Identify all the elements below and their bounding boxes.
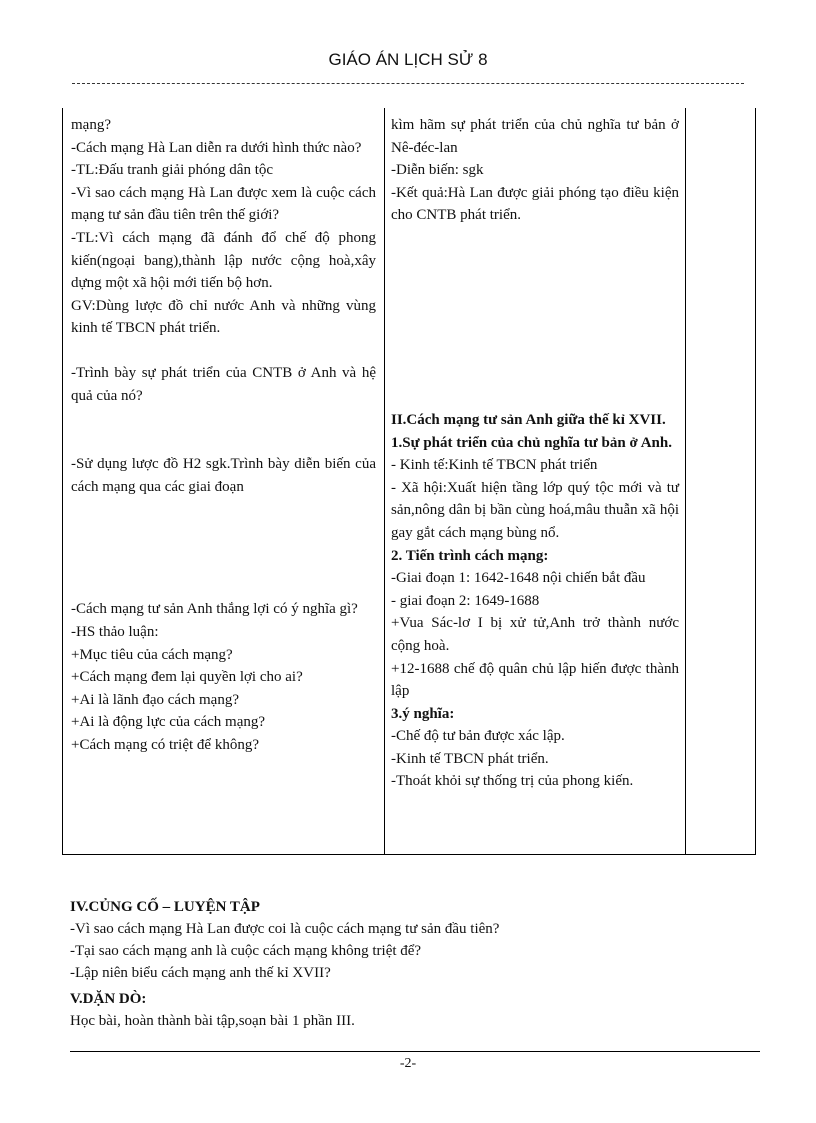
- left-line: +Ai là lãnh đạo cách mạng?: [71, 691, 239, 708]
- table-divider-1: [384, 108, 385, 854]
- page-number: -2-: [399, 1056, 417, 1071]
- left-line: -Trình bày sự phát triển của CNTB ở Anh và hệ quả của nó?: [71, 364, 376, 404]
- right-line: -Diễn biến: sgk: [391, 162, 484, 179]
- right-line: -Chế độ tư bản được xác lập.: [391, 728, 565, 745]
- header-dashed-divider: [72, 83, 744, 84]
- right-line: +Vua Sác-lơ I bị xử tử,Anh trở thành nước cộng hoà.: [391, 615, 679, 654]
- teacher-student-activities-column: [71, 114, 376, 756]
- lesson-content-column: [391, 114, 679, 793]
- page-header-title: GIÁO ÁN LỊCH SỬ 8: [328, 50, 488, 69]
- left-line: +Cách mạng đem lại quyền lợi cho ai?: [71, 669, 303, 686]
- review-question: -Tại sao cách mạng anh là cuộc cách mạng không triệt để?: [70, 943, 422, 959]
- lesson-table: [62, 108, 756, 855]
- section-heading: II.Cách mạng tư sản Anh giữa thế kỉ XVII.: [391, 411, 666, 428]
- right-line: -Giai đoạn 1: 1642-1648 nội chiến bắt đầu: [391, 570, 646, 587]
- right-line: +12-1688 chế độ quân chủ lập hiến được thành lập: [391, 660, 679, 700]
- section-iv-heading: IV.CỦNG CỐ – LUYỆN TẬP: [70, 899, 260, 915]
- left-line: +Cách mạng có triệt để không?: [71, 736, 259, 753]
- review-question: -Vì sao cách mạng Hà Lan được coi là cuộc cách mạng tư sản đầu tiên?: [70, 921, 500, 937]
- right-line: -Kết quả:Hà Lan được giải phóng tạo điều kiện cho CNTB phát triển.: [391, 184, 679, 224]
- left-line: -Cách mạng tư sản Anh thắng lợi có ý nghĩa gì?: [71, 601, 358, 618]
- right-line: - giai đoạn 2: 1649-1688: [391, 592, 540, 609]
- right-line: kìm hãm sự phát triển của chủ nghĩa tư bản ở Nê-đéc-lan: [391, 117, 679, 156]
- left-line: -Cách mạng Hà Lan diễn ra dưới hình thức nào?: [71, 139, 362, 156]
- left-line: -TL:Đấu tranh giải phóng dân tộc: [71, 162, 274, 179]
- left-line: +Mục tiêu của cách mạng?: [71, 646, 233, 663]
- right-line: -Kinh tế TBCN phát triển.: [391, 750, 549, 767]
- left-line: +Ai là động lực của cách mạng?: [71, 714, 266, 731]
- left-line: -Sử dụng lược đồ H2 sgk.Trình bày diễn biến của cách mạng qua các giai đoạn: [71, 456, 376, 495]
- subsection-heading: 1.Sự phát triển của chủ nghĩa tư bản ở Anh.: [391, 434, 672, 451]
- right-line: - Kinh tế:Kinh tế TBCN phát triển: [391, 457, 598, 474]
- subsection-heading: 3.ý nghĩa:: [391, 705, 455, 722]
- homework-line: Học bài, hoàn thành bài tập,soạn bài 1 phần III.: [70, 1013, 355, 1029]
- right-line: - Xã hội:Xuất hiện tầng lớp quý tộc mới và tư sản,nông dân bị bần cùng hoá,mâu thuẫn xã hội gay gắt cách mạng bùng nổ.: [391, 479, 679, 541]
- section-v-heading: V.DẶN DÒ:: [70, 991, 147, 1007]
- table-divider-2: [685, 108, 686, 854]
- section-iv: [70, 896, 750, 984]
- left-line: -HS thảo luận:: [71, 623, 159, 640]
- left-line: -Vì sao cách mạng Hà Lan được xem là cuộc cách mạng tư sản đầu tiên trên thế giới?: [71, 184, 376, 224]
- right-line: -Thoát khỏi sự thống trị của phong kiến.: [391, 773, 634, 790]
- subsection-heading: 2. Tiến trình cách mạng:: [391, 547, 549, 564]
- left-line: GV:Dùng lược đồ chỉ nước Anh và những vùng kinh tế TBCN phát triển.: [71, 297, 376, 337]
- left-line: -TL:Vì cách mạng đã đánh đổ chế độ phong kiến(ngoại bang),thành lập nước cộng hoà,xây dựng một xã hội mới tiến bộ hơn.: [71, 229, 376, 292]
- left-line: mạng?: [71, 117, 111, 133]
- section-v: [70, 988, 750, 1032]
- review-question: -Lập niên biểu cách mạng anh thế kỉ XVII?: [70, 965, 331, 981]
- footer-divider: [70, 1051, 760, 1052]
